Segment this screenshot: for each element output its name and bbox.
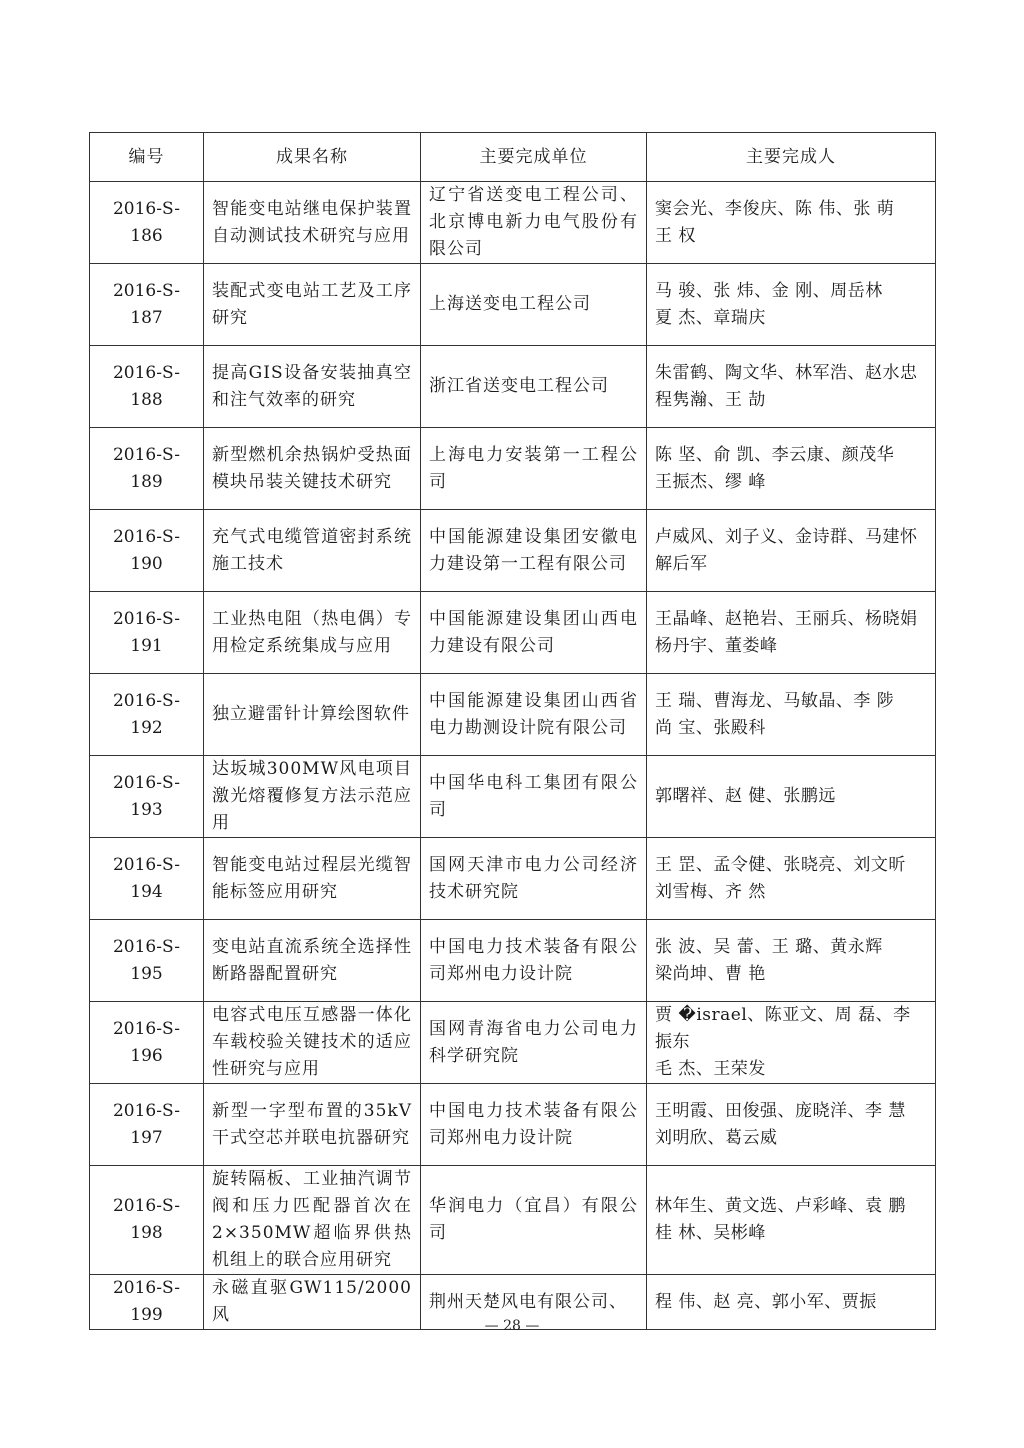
cell-people [647,428,936,510]
cell-name: 智能变电站过程层光缆智能标签应用研究 [204,838,421,920]
cell-code: 2016-S-188 [90,346,204,428]
people-line: 王 权 [655,225,696,246]
cell-unit: 国网青海省电力公司电力科学研究院 [421,1002,647,1084]
cell-name: 装配式变电站工艺及工序研究 [204,264,421,346]
cell-people [647,674,936,756]
people-line: 解后军 [655,553,708,574]
page-number: — 28 — [484,1318,540,1334]
cell-name: 变电站直流系统全选择性断路器配置研究 [204,920,421,1002]
cell-code: 2016-S-186 [90,182,204,264]
cell-name: 旋转隔板、工业抽汽调节阀和压力匹配器首次在2×350MW超临界供热机组上的联合应用研究 [204,1166,421,1275]
table-row [90,1166,936,1275]
cell-people [647,838,936,920]
people-line: 林年生、黄文选、卢彩峰、袁 鹏 [655,1196,906,1216]
table-row [90,182,936,264]
people-line: 杨丹宇、董娄峰 [655,635,778,656]
table-row [90,674,936,756]
people-line: 刘雪梅、齐 然 [655,881,766,902]
people-line: 梁尚坤、曹 艳 [655,963,766,984]
people-line: 桂 林、吴彬峰 [655,1223,766,1243]
table-row [90,1084,936,1166]
cell-code: 2016-S-194 [90,838,204,920]
cell-name: 新型燃机余热锅炉受热面模块吊装关键技术研究 [204,428,421,510]
cell-name: 工业热电阻（热电偶）专用检定系统集成与应用 [204,592,421,674]
cell-unit: 上海送变电工程公司 [421,264,647,346]
header-row [90,133,936,182]
cell-unit: 浙江省送变电工程公司 [421,346,647,428]
cell-code: 2016-S-191 [90,592,204,674]
people-line: 朱雷鹤、陶文华、林军浩、赵水忠 [655,362,918,383]
table-row [90,428,936,510]
table-row [90,510,936,592]
cell-name: 智能变电站继电保护装置自动测试技术研究与应用 [204,182,421,264]
people-line: 王晶峰、赵艳岩、王丽兵、杨晓娟 [655,608,918,629]
cell-unit: 中国能源建设集团山西省电力勘测设计院有限公司 [421,674,647,756]
table-row [90,346,936,428]
cell-people [647,182,936,264]
cell-unit: 荆州天楚风电有限公司、 [421,1275,647,1330]
people-line: 郭曙祥、赵 健、张鹏远 [655,786,836,806]
table-row [90,264,936,346]
table-row [90,838,936,920]
cell-people [647,1166,936,1275]
cell-unit: 辽宁省送变电工程公司、北京博电新力电气股份有限公司 [421,182,647,264]
cell-unit: 华润电力（宜昌）有限公司 [421,1166,647,1275]
results-table [89,132,936,1330]
table-row [90,1002,936,1084]
table-row [90,756,936,838]
cell-people [647,592,936,674]
people-line: 夏 杰、章瑞庆 [655,307,766,328]
cell-code: 2016-S-197 [90,1084,204,1166]
people-line: 刘明欣、葛云威 [655,1127,778,1148]
table-row [90,920,936,1002]
cell-code: 2016-S-199 [90,1275,204,1330]
cell-unit: 中国电力技术装备有限公司郑州电力设计院 [421,920,647,1002]
table-row [90,592,936,674]
cell-code: 2016-S-195 [90,920,204,1002]
header-people: 主要完成人 [647,133,936,182]
cell-name: 新型一字型布置的35kV干式空芯并联电抗器研究 [204,1084,421,1166]
cell-unit: 中国电力技术装备有限公司郑州电力设计院 [421,1084,647,1166]
cell-people [647,1084,936,1166]
people-line: 马 骏、张 炜、金 刚、周岳林 [655,280,883,301]
people-line: 卢威风、刘子义、金诗群、马建怀 [655,526,918,547]
people-line: 王振杰、缪 峰 [655,471,766,492]
cell-people [647,1002,936,1084]
cell-code: 2016-S-187 [90,264,204,346]
people-line: 王明霞、田俊强、庞晓洋、李 慧 [655,1100,906,1121]
header-code: 编号 [90,133,204,182]
cell-unit: 国网天津市电力公司经济技术研究院 [421,838,647,920]
cell-name: 充气式电缆管道密封系统施工技术 [204,510,421,592]
cell-people [647,756,936,838]
cell-name: 提高GIS设备安装抽真空和注气效率的研究 [204,346,421,428]
people-line: 毛 杰、王荣发 [655,1059,766,1079]
people-line: 尚 宝、张殿科 [655,717,766,738]
people-line: 程 伟、赵 亮、郭小军、贾振 [655,1291,877,1312]
cell-unit: 中国能源建设集团安徽电力建设第一工程有限公司 [421,510,647,592]
cell-unit: 中国华电科工集团有限公司 [421,756,647,838]
people-line: 陈 坚、俞 凯、李云康、颜茂华 [655,444,895,465]
header-unit: 主要完成单位 [421,133,647,182]
cell-code: 2016-S-196 [90,1002,204,1084]
cell-people [647,920,936,1002]
cell-code: 2016-S-192 [90,674,204,756]
cell-name: 独立避雷针计算绘图软件 [204,674,421,756]
cell-code: 2016-S-193 [90,756,204,838]
cell-people [647,264,936,346]
people-line: 王 罡、孟令健、张晓亮、刘文昕 [655,854,906,875]
people-line: 张 波、吴 蕾、王 璐、黄永辉 [655,936,883,957]
header-name: 成果名称 [204,133,421,182]
cell-name: 达坂城300MW风电项目激光熔覆修复方法示范应用 [204,756,421,838]
people-line: 贾 �israel、陈亚文、周 磊、李振东 [655,1005,911,1052]
cell-name: 电容式电压互感器一体化车载校验关键技术的适应性研究与应用 [204,1002,421,1084]
cell-code: 2016-S-189 [90,428,204,510]
cell-code: 2016-S-198 [90,1166,204,1275]
cell-name: 永磁直驱GW115/2000风 [204,1275,421,1330]
people-line: 王 瑞、曹海龙、马敏晶、李 陟 [655,690,895,711]
cell-unit: 中国能源建设集团山西电力建设有限公司 [421,592,647,674]
people-line: 窦会光、李俊庆、陈 伟、张 萌 [655,198,895,219]
cell-code: 2016-S-190 [90,510,204,592]
cell-people [647,510,936,592]
people-line: 程隽瀚、王 劼 [655,389,766,410]
cell-people [647,346,936,428]
cell-unit: 上海电力安装第一工程公司 [421,428,647,510]
